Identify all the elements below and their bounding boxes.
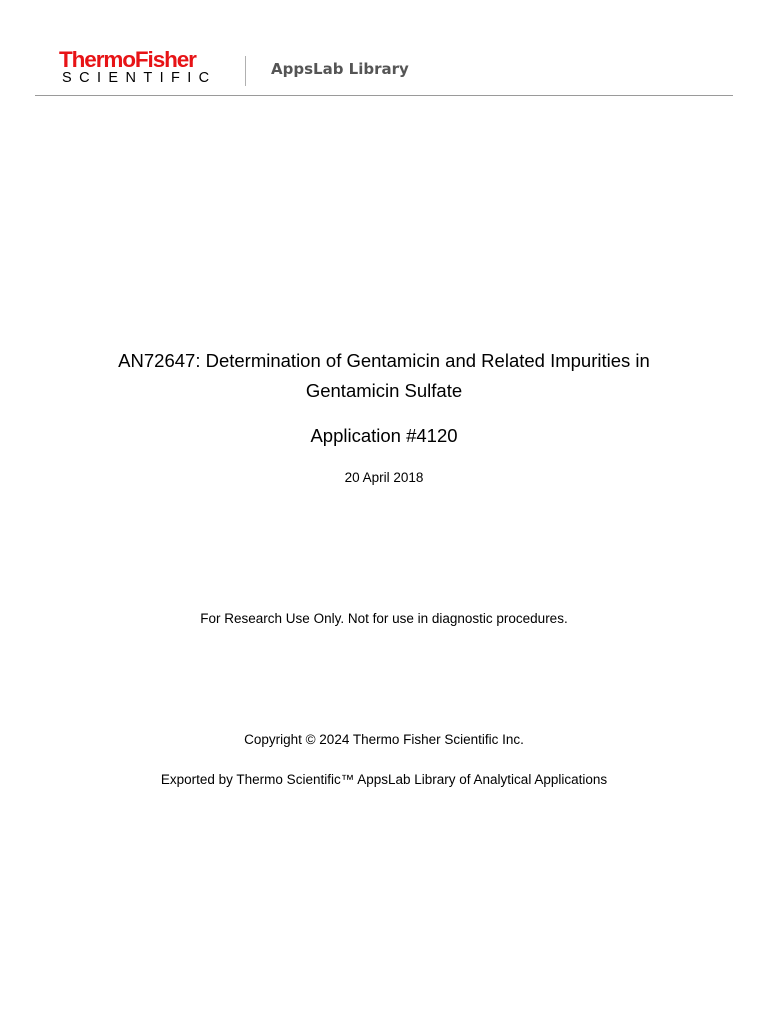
library-name: AppsLab Library	[271, 60, 409, 78]
document-title	[0, 346, 768, 406]
document-title-line1: AN72647: Determination of Gentamicin and Related Impurities in	[118, 350, 650, 371]
logo-brand-line1: ThermoFisher	[59, 47, 196, 72]
logo-brand-line2: SCIENTIFIC	[62, 70, 217, 86]
document-date: 20 April 2018	[344, 470, 424, 485]
research-use-disclaimer: For Research Use Only. Not for use in diagnostic procedures.	[200, 611, 568, 626]
page-header	[35, 0, 733, 96]
header-divider	[245, 56, 246, 86]
copyright-notice: Copyright © 2024 Thermo Fisher Scientific Inc.	[244, 732, 524, 747]
export-notice: Exported by Thermo Scientific™ AppsLab Library of Analytical Applications	[160, 772, 608, 787]
thermo-fisher-logo	[59, 48, 234, 90]
document-title-line2: Gentamicin Sulfate	[305, 380, 463, 401]
application-number: Application #4120	[310, 425, 458, 446]
